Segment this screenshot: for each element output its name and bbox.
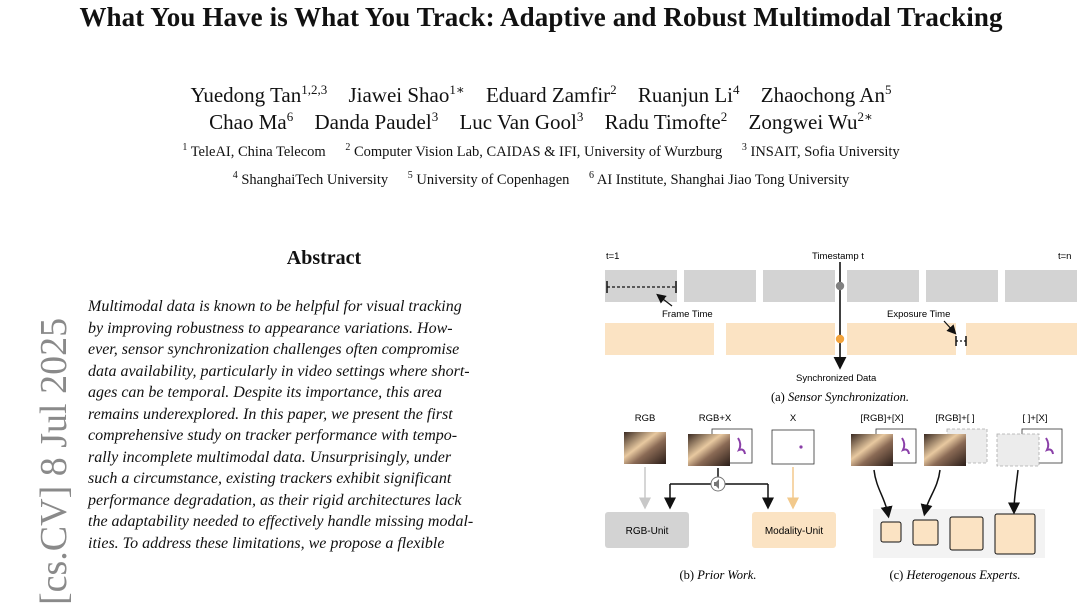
rgb-x-split	[670, 468, 768, 505]
timestamp-line	[836, 262, 844, 365]
label-rgb-plus-missing: [RGB]+[ ]	[935, 413, 975, 424]
author: Chao Ma$^6$	[209, 109, 294, 134]
rgb-frame-block	[684, 270, 756, 302]
author: Radu Timofte$^2$	[604, 109, 728, 134]
modality-frame-block	[966, 323, 1077, 355]
author: Zhaochong An$^5$	[760, 82, 892, 107]
route-arrow	[874, 470, 888, 514]
rgb-sample-marker	[836, 282, 844, 290]
label-rgb: RGB	[634, 413, 656, 424]
modality-frame-block	[847, 323, 956, 355]
author: Luc Van Gool$^3$	[459, 109, 584, 134]
label-synchronized: Synchronized Data	[796, 373, 877, 384]
author: Zongwei $Wu^{2∗}$	[748, 109, 873, 134]
rgb-frame-block	[926, 270, 998, 302]
rgb-frame-block	[763, 270, 835, 302]
rgb-unit-label: RGB-Unit	[625, 526, 669, 537]
paper-title: What You Have is What You Track: Adaptive and Robust Multimodal Tracking	[79, 2, 1003, 32]
rgb-x-image	[688, 434, 730, 466]
rgb-frame-block	[847, 270, 919, 302]
expert-block	[881, 522, 901, 542]
label-rgb-x: RGB+X	[698, 413, 732, 424]
label-missing-plus-x: [ ]+[X]	[1022, 413, 1048, 424]
affiliation: $^6$ AI Institute, Shanghai Jiao Tong University	[589, 170, 850, 188]
route-arrow	[925, 470, 940, 512]
label-tn: t=n	[1058, 251, 1072, 262]
abstract-line: ities. To address these limitations, we propose a flexible	[88, 534, 445, 552]
author: Ruanjun Li$^4$	[637, 82, 740, 107]
abstract-line: rally incomplete multimodal data. Unsurprisingly, under	[88, 448, 452, 466]
modality-unit-label: Modality-Unit	[764, 526, 824, 537]
abstract-line: such a circumstance, existing trackers exhibit significant	[88, 470, 452, 487]
affiliation: $^4$ ShanghaiTech University	[232, 170, 389, 188]
arxiv-stamp-text: [cs.CV] 8 Jul 2025	[33, 317, 75, 605]
label-timestamp: Timestamp t	[812, 251, 864, 262]
x-image	[772, 430, 814, 464]
abstract-heading: Abstract	[286, 247, 362, 269]
caption-a: (a) Sensor Synchronization.	[770, 390, 910, 404]
expert-input-1	[851, 429, 916, 466]
author: Eduard Zamfir$^2$	[485, 82, 617, 107]
affiliation: $^1$ TeleAI, China Telecom	[182, 142, 326, 160]
caption-c: (c) Heterogenous Experts.	[889, 568, 1021, 582]
label-frame-time: Frame Time	[662, 309, 713, 320]
affiliation: $^5$ University of Copenhagen	[407, 170, 570, 188]
author: Danda Paudel$^3$	[314, 109, 439, 134]
affiliation: $^2$ Computer Vision Lab, CAIDAS & IFI, University of Wurzburg	[345, 142, 723, 160]
author: Jiawei Shao$^{1∗}$	[348, 82, 465, 107]
modality-sample-marker	[836, 335, 844, 343]
label-exposure-time: Exposure Time	[887, 309, 951, 320]
abstract-line: performance degradation, as their rigid architectures lack	[88, 491, 462, 509]
abstract-line: remains underexplored. In this paper, we present the first	[88, 405, 453, 423]
abstract-line: ages can be temporal. Despite its importance, this area	[88, 384, 443, 401]
abstract-line: comprehensive study on tracker performance with tempo-	[88, 427, 458, 444]
caption-b: (b) Prior Work.	[679, 568, 757, 582]
rgb-image	[624, 432, 666, 464]
affiliation: $^3$ INSAIT, Sofia University	[741, 142, 900, 160]
modality-frame-block	[605, 323, 714, 355]
abstract-line: by improving robustness to appearance variations. How-	[88, 319, 453, 337]
abstract-line: the adaptability needed to effectively handle missing modal-	[88, 513, 474, 530]
rgb-frame-block	[1005, 270, 1077, 302]
expert-input-2	[924, 429, 987, 466]
abstract-line: ever, sensor synchronization challenges often compromise	[88, 341, 460, 358]
label-x: X	[789, 413, 797, 424]
author: Yuedong Tan$^{1,2,3}$	[190, 82, 328, 107]
expert-block	[995, 514, 1035, 554]
label-rgb-plus-x: [RGB]+[X]	[860, 413, 904, 424]
expert-input-3	[997, 429, 1062, 466]
expert-block	[913, 520, 938, 545]
abstract-line: Multimodal data is known to be helpful for visual tracking	[88, 298, 462, 315]
label-t1: t=1	[606, 251, 620, 262]
abstract-line: data availability, particularly in video settings where short-	[88, 362, 470, 380]
rgb-frame-block	[605, 270, 677, 302]
expert-block	[950, 517, 983, 550]
modality-frame-block	[726, 323, 835, 355]
route-arrow	[1014, 470, 1018, 510]
